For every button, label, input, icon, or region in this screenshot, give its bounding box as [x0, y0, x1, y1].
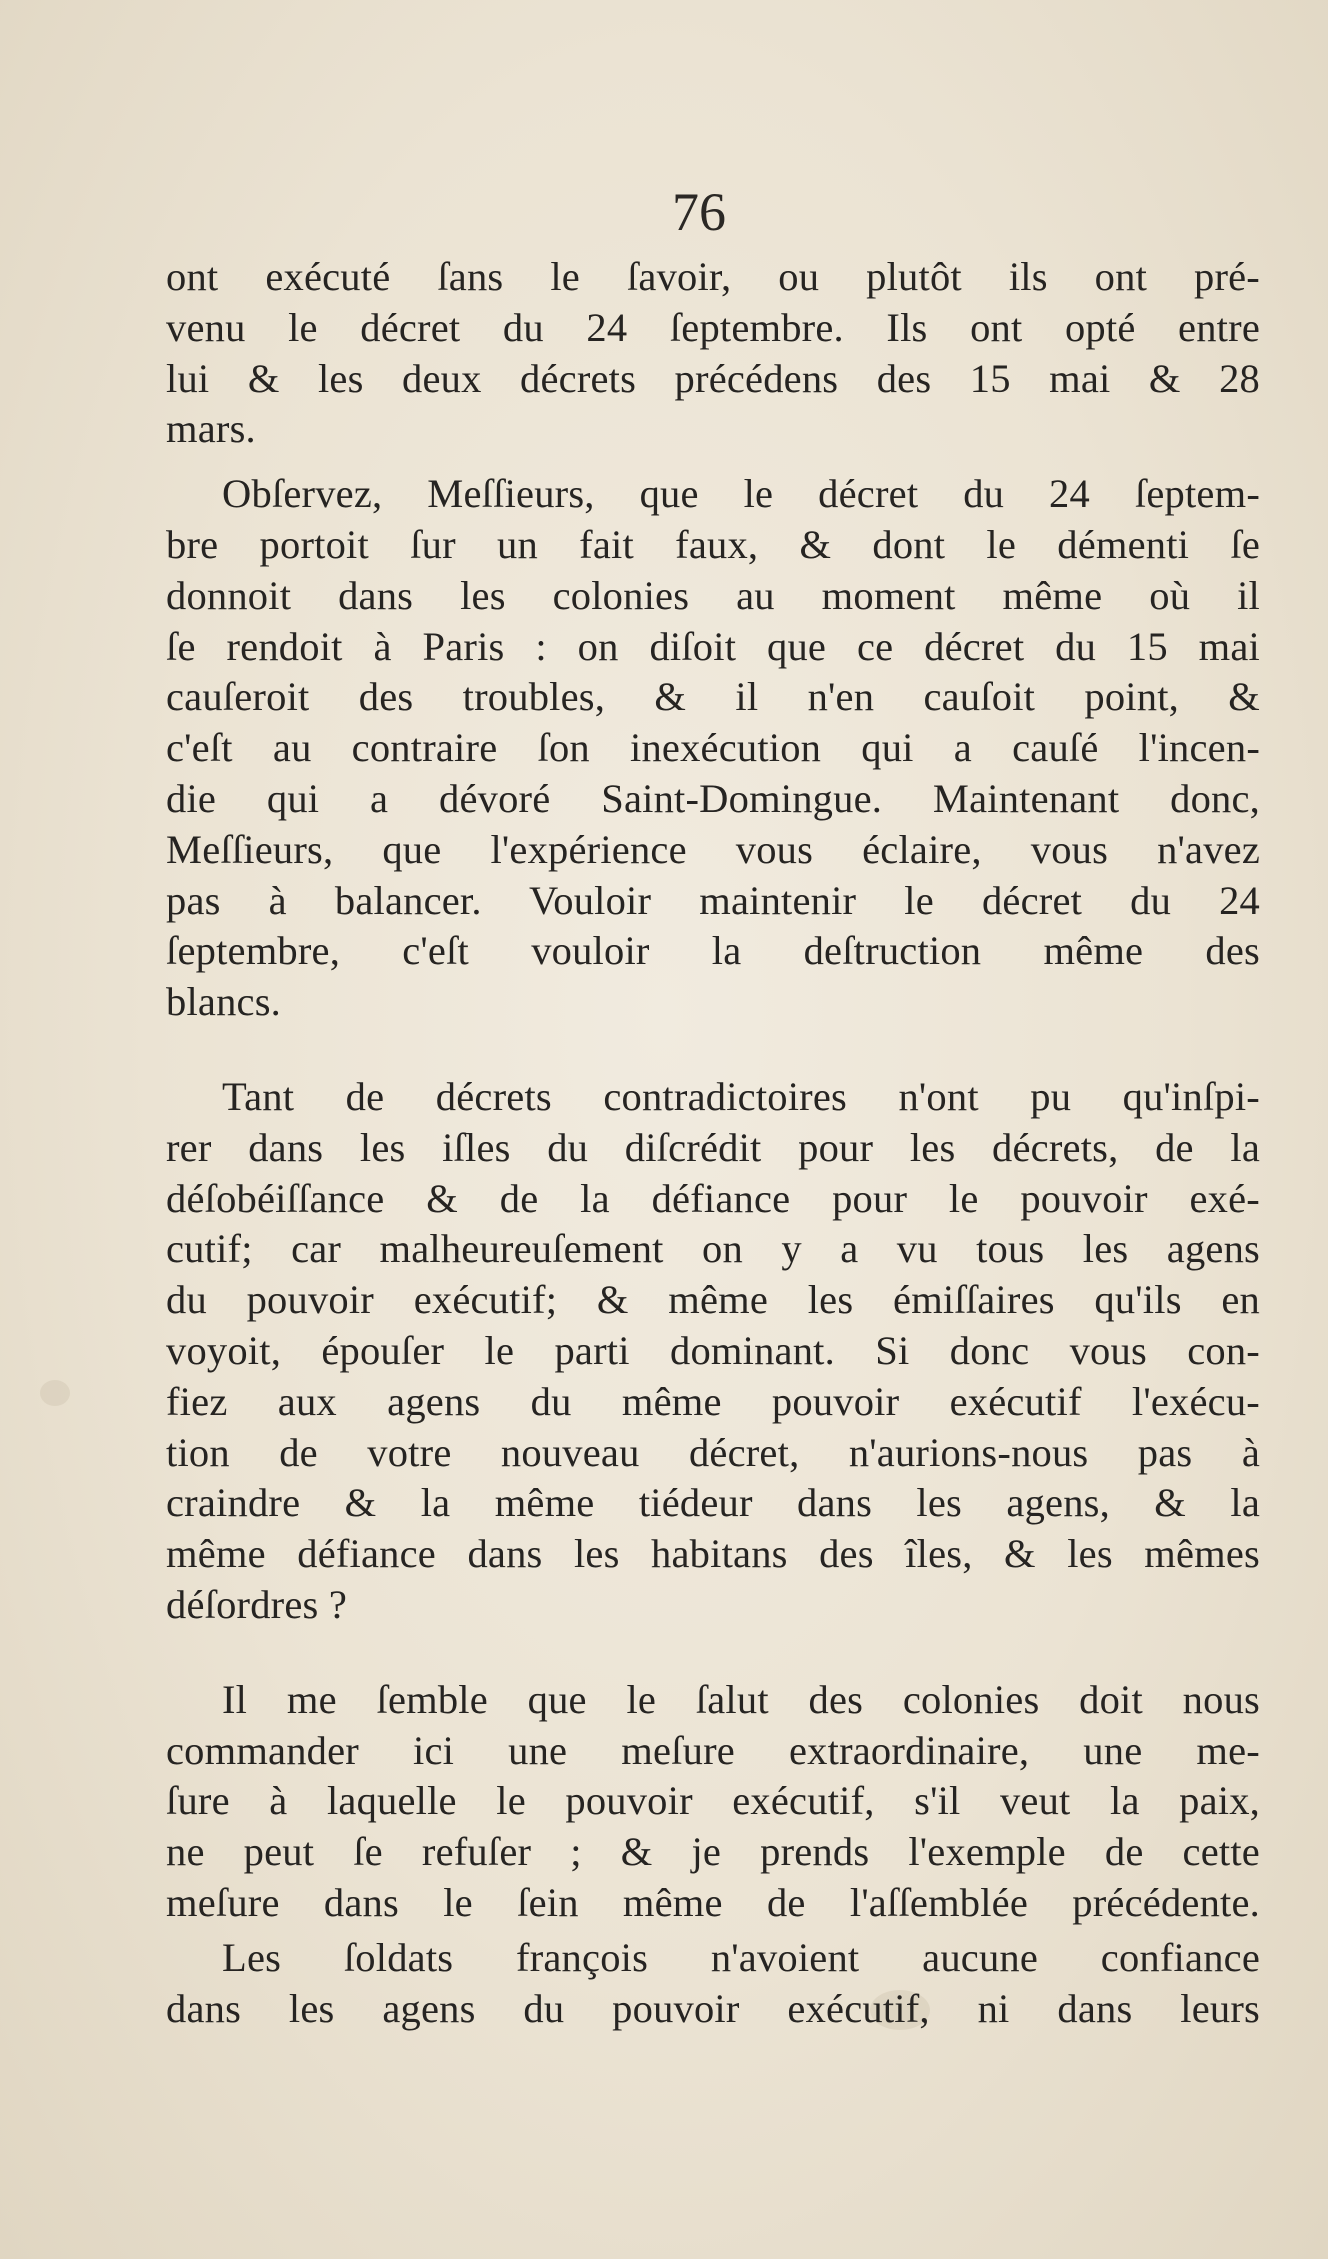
paragraph	[166, 1675, 1260, 1929]
text-line: donnoit dans les colonies au moment même où il	[166, 572, 1260, 618]
text-line: rer dans les iſles du diſcrédit pour les décrets, de la	[166, 1124, 1260, 1170]
text-line: Tant de décrets contradictoires n'ont pu qu'inſpi-	[222, 1073, 1260, 1119]
paragraph	[166, 1072, 1260, 1631]
text-line: ont exécuté ſans le ſavoir, ou plutôt ils ont pré-	[166, 254, 1260, 299]
text-line: meſure dans le ſein même de l'aſſemblée précédente.	[166, 1879, 1260, 1925]
text-line: ne peut ſe refuſer ; & je prends l'exemple de cette	[166, 1829, 1260, 1875]
text-line: cutif; car malheureuſement on y a vu tous les agens	[166, 1226, 1260, 1272]
text-line: mars.	[166, 406, 256, 452]
text-line: commander ici une meſure extraordinaire, une me-	[166, 1727, 1260, 1773]
text-line: dans les agens du pouvoir exécutif, ni dans leurs	[166, 1985, 1260, 2031]
text-line: cauſeroit des troubles, & il n'en cauſoit point, &	[166, 674, 1260, 720]
text-line: déſobéiſſance & de la défiance pour le pouvoir exé-	[166, 1175, 1260, 1221]
paragraph	[166, 1933, 1260, 2035]
text-line: lui & les deux décrets précédens des 15 mai & 28	[166, 355, 1260, 401]
text-line: Il me ſemble que le ſalut des colonies doit nous	[222, 1676, 1260, 1722]
text-line: ſeptembre, c'eſt vouloir la deſtruction même des	[166, 928, 1260, 974]
text-line: craindre & la même tiédeur dans les agens, & la	[166, 1480, 1260, 1526]
text-line: bre portoit ſur un fait faux, & dont le démenti ſe	[166, 521, 1260, 567]
paper-stain	[40, 1380, 70, 1406]
text-line: blancs.	[166, 979, 281, 1025]
paragraph	[166, 252, 1260, 455]
text-line: même défiance dans les habitans des îles, & les mêmes	[166, 1531, 1260, 1577]
body-text	[166, 252, 1260, 2034]
text-line: voyoit, épouſer le parti dominant. Si donc vous con-	[166, 1327, 1260, 1373]
text-line: Obſervez, Meſſieurs, que le décret du 24 ſeptem-	[222, 471, 1260, 517]
paragraph	[166, 469, 1260, 1028]
text-line: Les ſoldats françois n'avoient aucune confiance	[222, 1934, 1260, 1980]
text-line: déſordres ?	[166, 1581, 347, 1627]
text-line: c'eſt au contraire ſon inexécution qui a cauſé l'incen-	[166, 725, 1260, 771]
text-line: ſe rendoit à Paris : on diſoit que ce décret du 15 mai	[166, 623, 1260, 669]
page-number: 76	[672, 182, 726, 242]
text-line: pas à balancer. Vouloir maintenir le décret du 24	[166, 877, 1260, 923]
text-line: Meſſieurs, que l'expérience vous éclaire, vous n'avez	[166, 826, 1260, 872]
text-line: du pouvoir exécutif; & même les émiſſaires qu'ils en	[166, 1277, 1260, 1323]
text-line: fiez aux agens du même pouvoir exécutif l'exécu-	[166, 1378, 1260, 1424]
text-line: venu le décret du 24 ſeptembre. Ils ont opté entre	[166, 304, 1260, 350]
text-line: tion de votre nouveau décret, n'aurions-nous pas à	[166, 1429, 1260, 1475]
text-line: ſure à laquelle le pouvoir exécutif, s'il veut la paix,	[166, 1778, 1260, 1824]
text-line: die qui a dévoré Saint-Domingue. Maintenant donc,	[166, 775, 1260, 821]
